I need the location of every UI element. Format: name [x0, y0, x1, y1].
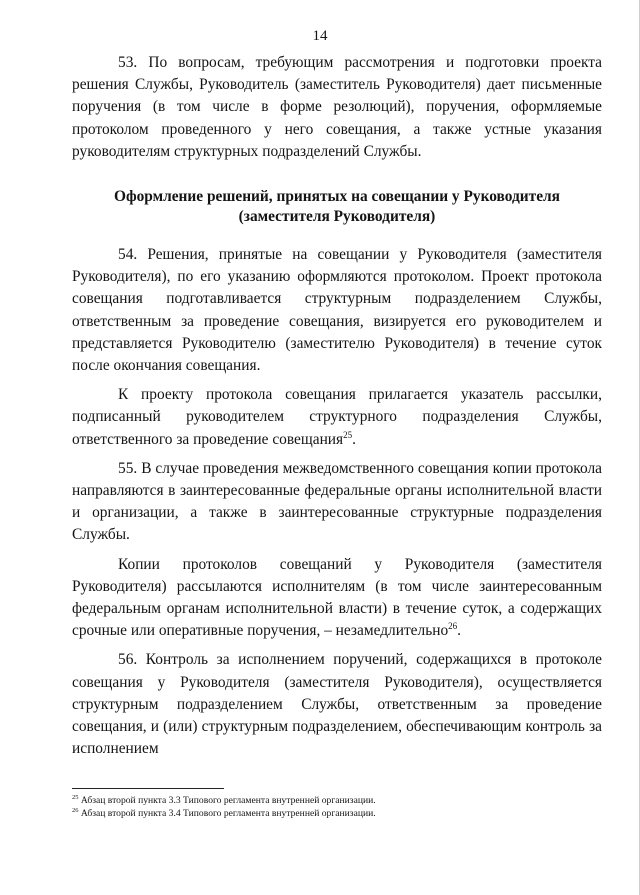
paragraph-56: 56. Контроль за исполнением поручений, содержащихся в протоколе совещания у Руководителя (заместителя Руководителя), осуществляется структурным подразделением Службы, ответственным за проведение совещания, и (или) структурным подразделением, обеспечивающим контроль за исполнением — [72, 651, 602, 758]
paragraph-55-second — [72, 554, 602, 643]
paragraph-55-second-end: . — [457, 622, 462, 640]
paragraph-55-second-text: Копии протоколов совещаний у Руководителя (заместителя Руководителя) рассылаются исполнителям (в том числе заинтересованным федеральным органам исполнительной власти) в течение суток, а содержащих срочные или оперативные поручения, – незамедлительно — [72, 555, 602, 640]
footnote-separator — [72, 788, 224, 789]
section-heading-line-1: Оформление решений, принятых на совещании у Руководителя — [113, 188, 561, 206]
footnote-text: Абзац второй пункта 3.3 Типового регламента внутренней организации. — [78, 795, 376, 806]
footnote-number: 26 — [72, 806, 79, 814]
footnote-ref-26: 26 — [448, 621, 458, 632]
footnote-26 — [72, 808, 602, 821]
page-number: 14 — [312, 28, 328, 44]
section-heading — [72, 187, 602, 227]
paragraph-54-second — [72, 384, 602, 451]
paragraph-54: 54. Решения, принятые на совещании у Руководителя (заместителя Руководителя), по его указанию оформляются протоколом. Проект протокола совещания подготавливается структурным подразделением Службы, ответственным за проведение совещания, визируется его руководителем и представляется Руководителю (заместителю Руководителя) в течение суток после окончания совещания. — [72, 246, 602, 375]
section-heading-line-2: (заместителя Руководителя) — [238, 208, 436, 226]
document-body — [72, 52, 602, 760]
footnote-25 — [72, 795, 602, 808]
footnote-ref-25: 25 — [343, 429, 353, 440]
footnote-number: 25 — [72, 794, 79, 801]
paragraph-54-second-text: К проекту протокола совещания прилагается указатель рассылки, подписанный руководителем структурного подразделения Службы, ответственного за проведение совещания — [72, 386, 602, 448]
footnotes — [72, 795, 602, 820]
paragraph-53: 53. По вопросам, требующим рассмотрения и подготовки проекта решения Службы, Руководитель (заместитель Руководителя) дает письменные поручения (в том числе в форме резолюций), поручения, оформляемые протоколом проведенного у него совещания, а также устные указания руководителям структурных подразделений Службы. — [72, 54, 602, 160]
footnote-text: Абзац второй пункта 3.4 Типового регламента внутренней организации. — [78, 807, 376, 819]
paragraph-54-second-end: . — [352, 430, 356, 448]
paragraph-55: 55. В случае проведения межведомственного совещания копии протокола направляются в заинтересованные федеральные органы исполнительной власти и организации, а также в заинтересованные структурные подразделения Службы. — [72, 459, 602, 544]
